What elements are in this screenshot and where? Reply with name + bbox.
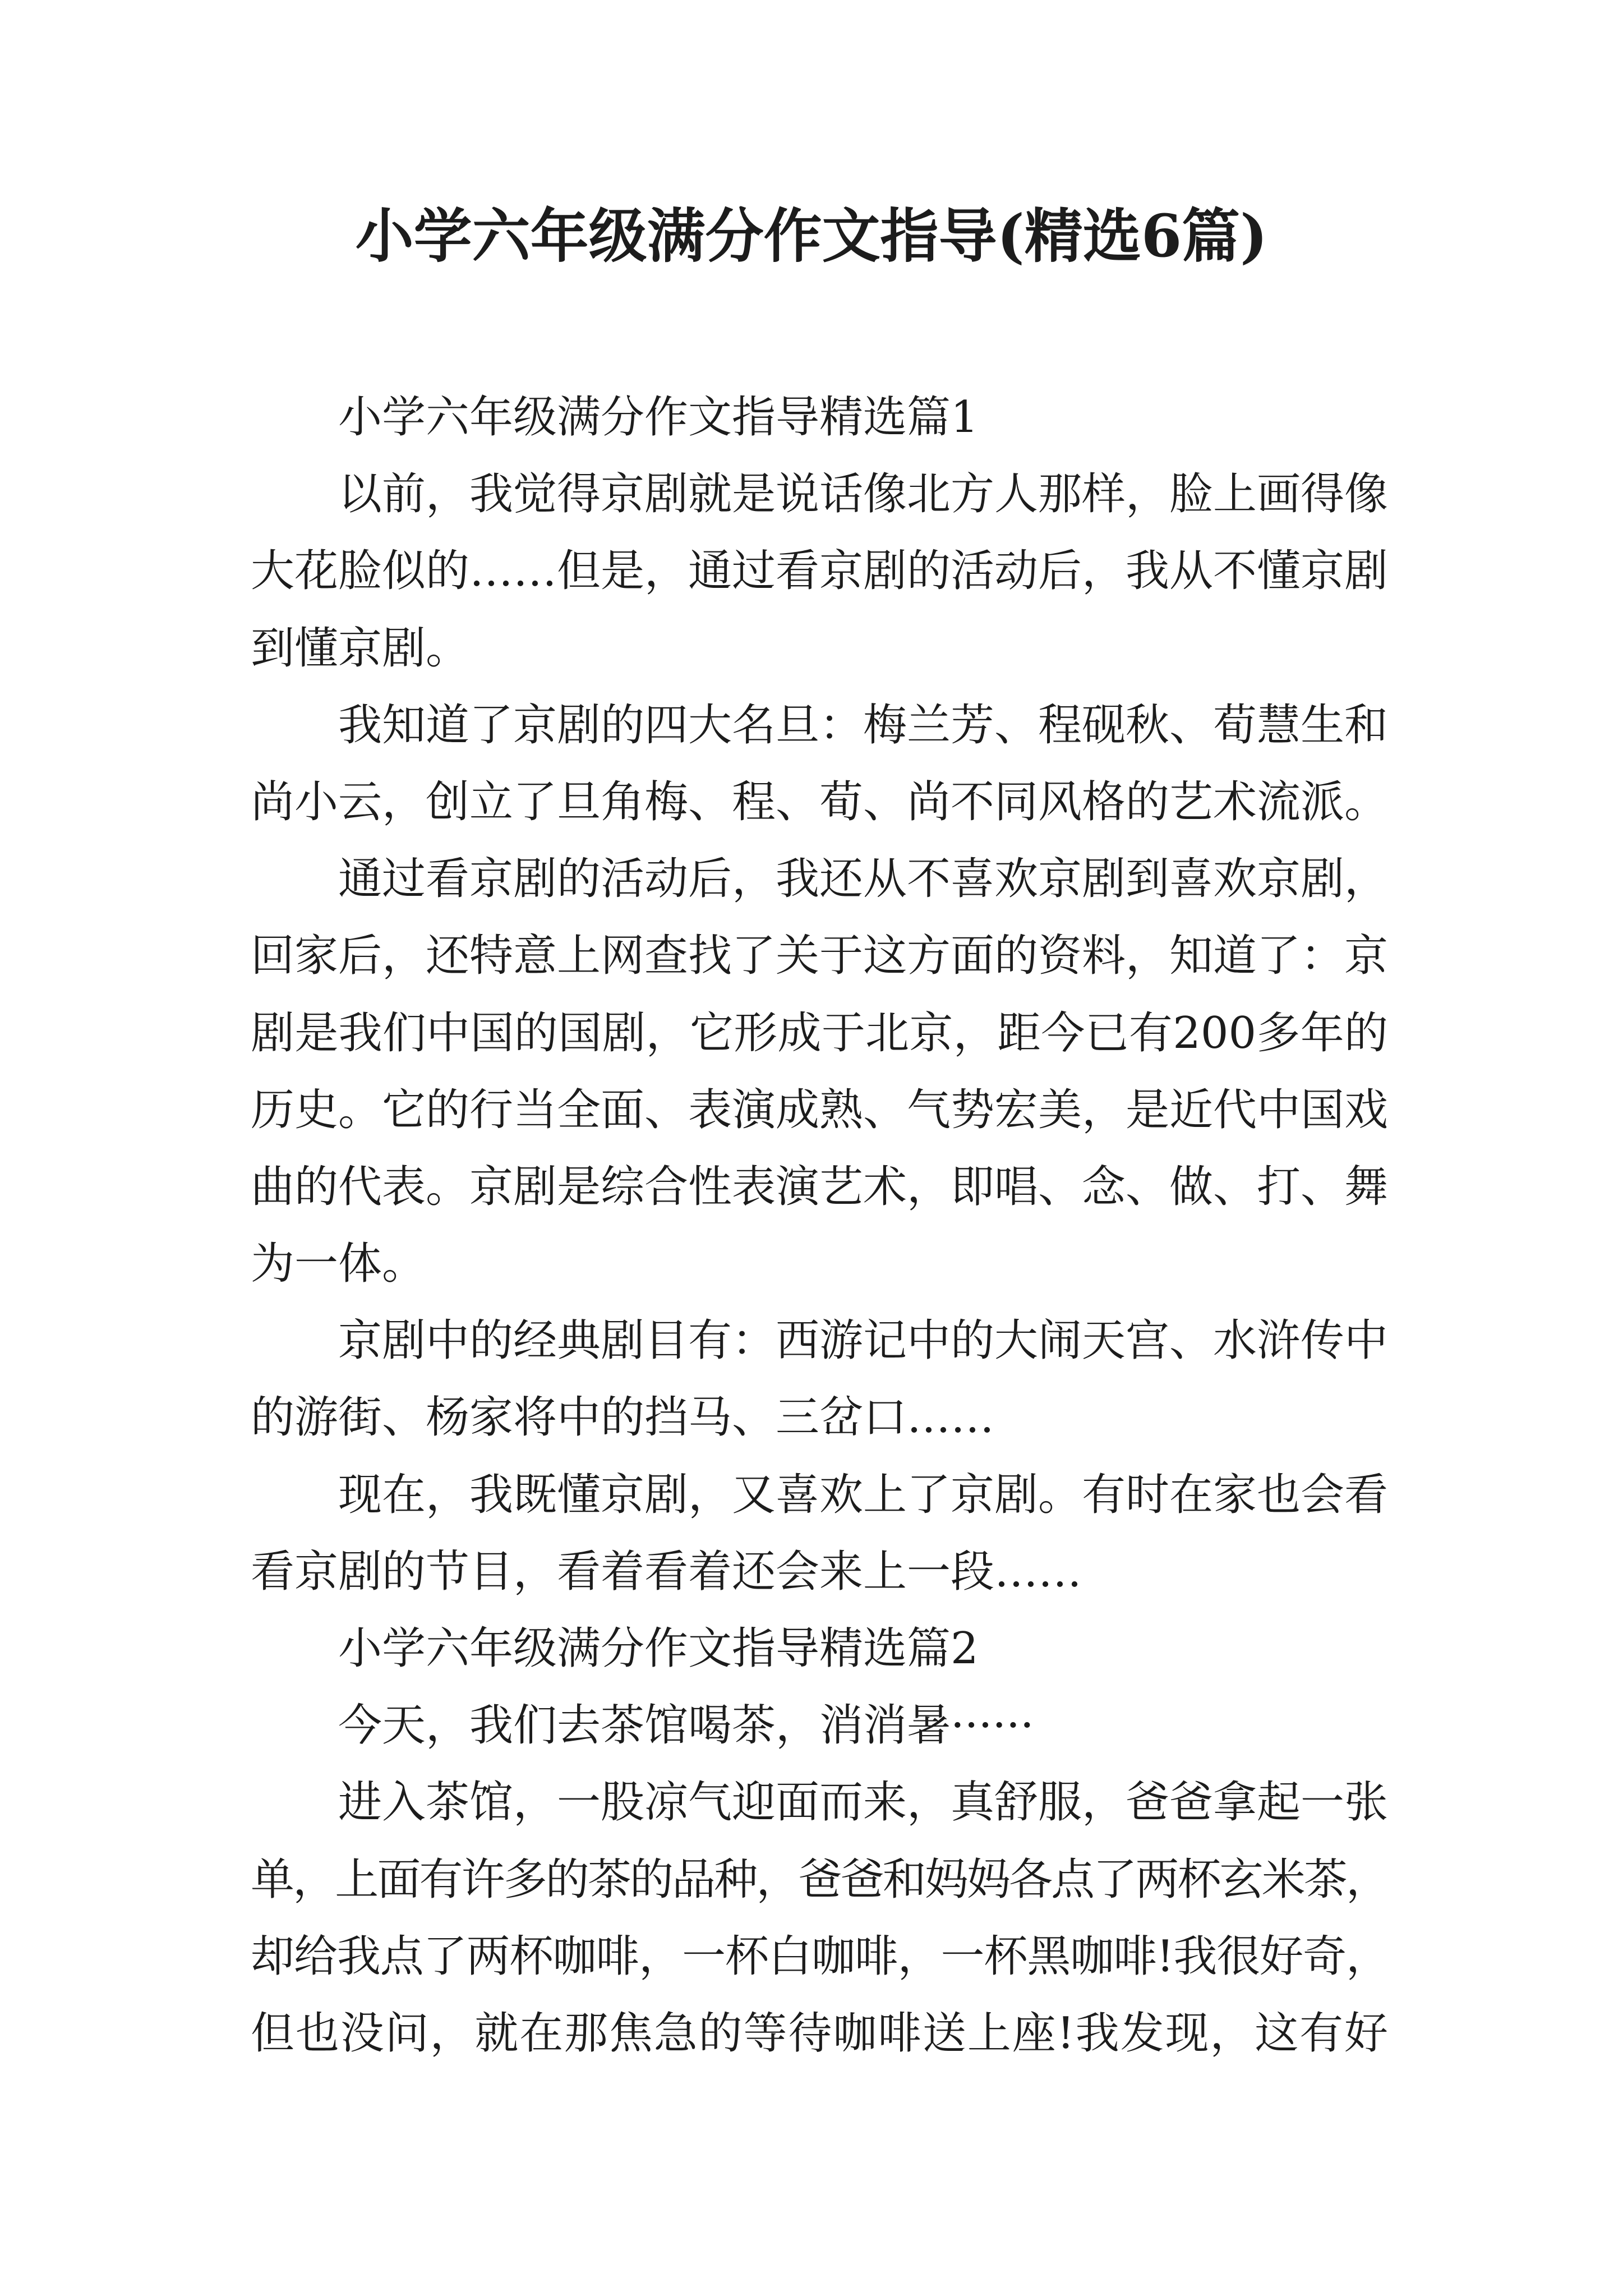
paragraph-line: 大花脸似的……但是，通过看京剧的活动后，我从不懂京剧 xyxy=(251,546,1389,597)
section xyxy=(251,379,1388,1611)
paragraph xyxy=(251,841,1388,1303)
paragraph xyxy=(251,1303,1388,1456)
paragraph-line: 回家后，还特意上网查找了关于这方面的资料，知道了：京 xyxy=(251,931,1389,982)
paragraph-line: 到懂京剧。 xyxy=(251,623,470,674)
paragraph-line: 看京剧的节目，看着看着还会来上一段…… xyxy=(251,1546,1082,1597)
paragraph-line: 尚小云，创立了旦角梅、程、荀、尚不同风格的艺术流派。 xyxy=(251,776,1389,827)
paragraph-line: 却给我点了两杯咖啡，一杯白咖啡，一杯黑咖啡!我很好奇， xyxy=(251,1931,1388,1982)
paragraph-line: 为一体。 xyxy=(251,1239,426,1290)
paragraph xyxy=(251,1457,1388,1611)
paragraph-line: 的游街、杨家将中的挡马、三岔口…… xyxy=(251,1392,995,1443)
paragraph-line: 历史。它的行当全面、表演成熟、气势宏美，是近代中国戏 xyxy=(251,1084,1389,1135)
section-heading: 小学六年级满分作文指导精选篇1 xyxy=(338,392,979,443)
paragraph xyxy=(251,1764,1388,2072)
section-heading: 小学六年级满分作文指导精选篇2 xyxy=(338,1623,979,1674)
paragraph xyxy=(251,687,1388,841)
paragraph-line: 曲的代表。京剧是综合性表演艺术，即唱、念、做、打、舞 xyxy=(251,1161,1389,1212)
document-title: 小学六年级满分作文指导(精选6篇) xyxy=(355,201,1268,270)
paragraph-line: 以前，我觉得京剧就是说话像北方人那样，脸上画得像 xyxy=(338,469,1389,520)
paragraph-line: 我知道了京剧的四大名旦：梅兰芳、程砚秋、荀慧生和 xyxy=(338,700,1389,751)
section xyxy=(251,1611,1388,2072)
paragraph xyxy=(251,1687,1388,1764)
paragraph-line: 单，上面有许多的茶的品种，爸爸和妈妈各点了两杯玄米茶， xyxy=(251,1854,1388,1905)
paragraph-line: 现在，我既懂京剧，又喜欢上了京剧。有时在家也会看 xyxy=(338,1469,1389,1520)
paragraph-line: 通过看京剧的活动后，我还从不喜欢京剧到喜欢京剧， xyxy=(338,854,1389,905)
document-body xyxy=(251,379,1388,2072)
paragraph-line: 今天，我们去茶馆喝茶，消消暑······ xyxy=(338,1700,1034,1751)
paragraph-line: 进入茶馆，一股凉气迎面而来，真舒服，爸爸拿起一张 xyxy=(338,1777,1389,1828)
paragraph xyxy=(251,456,1388,687)
paragraph-line: 但也没问，就在那焦急的等待咖啡送上座!我发现，这有好 xyxy=(251,2008,1388,2059)
paragraph-line: 京剧中的经典剧目有：西游记中的大闹天宫、水浒传中 xyxy=(338,1315,1389,1366)
paragraph-line: 剧是我们中国的国剧，它形成于北京，距今已有200多年的 xyxy=(251,1007,1388,1059)
